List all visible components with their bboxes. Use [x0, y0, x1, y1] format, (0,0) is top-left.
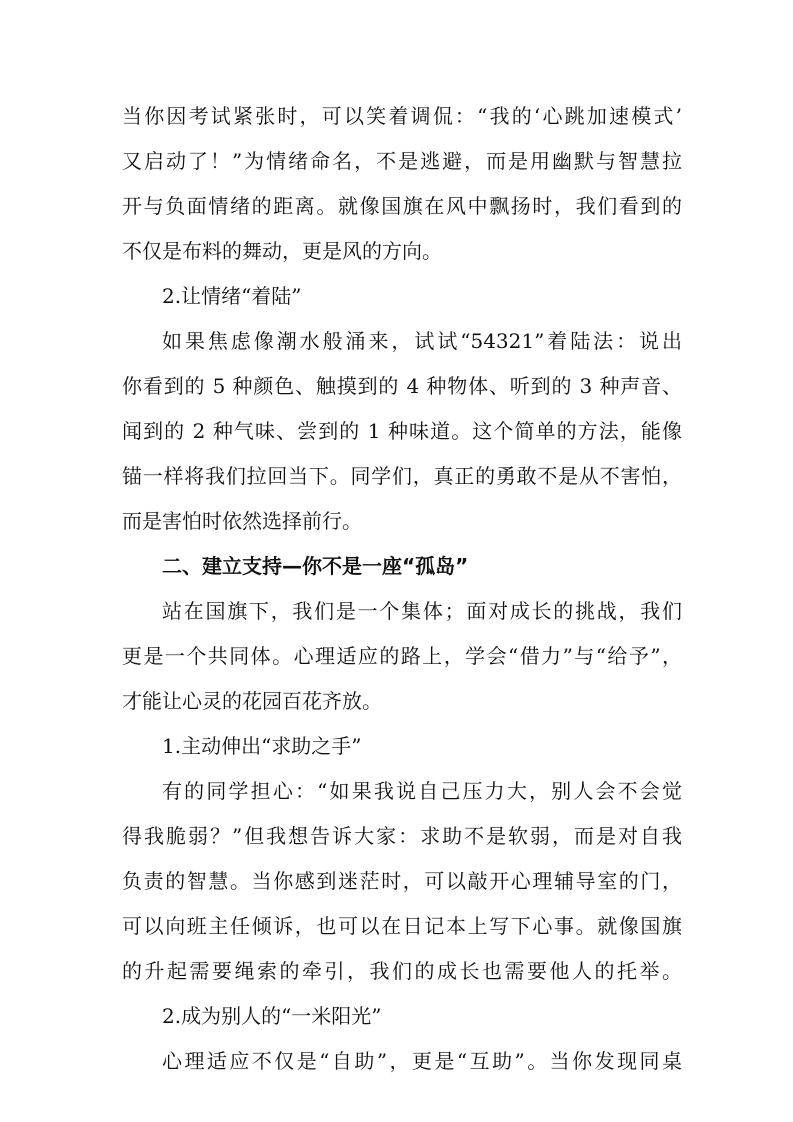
paragraph-line: 才能让心灵的花园百花齐放。	[122, 689, 382, 713]
paragraph-line: 闻到的 2 种气味、尝到的 1 种味道。这个简单的方法，能像	[122, 419, 682, 443]
paragraph-line: 如果焦虑像潮水般涌来，试试“54321”着陆法：说出	[162, 329, 682, 353]
paragraph-line: 又启动了！”为情绪命名，不是逃避，而是用幽默与智慧拉	[122, 149, 682, 173]
paragraph-line: 可以向班主任倾诉，也可以在日记本上写下心事。就像国旗	[122, 914, 682, 938]
paragraph-line: 的升起需要绳索的牵引，我们的成长也需要他人的托举。	[122, 959, 682, 983]
subheading: 2.让情绪“着陆”	[162, 284, 302, 308]
paragraph-line: 锚一样将我们拉回当下。同学们，真正的勇敢不是从不害怕，	[122, 464, 682, 488]
paragraph-line: 心理适应不仅是“自助”，更是“互助”。当你发现同桌	[162, 1049, 682, 1073]
paragraph-line: 得我脆弱？”但我想告诉大家：求助不是软弱，而是对自我	[122, 824, 682, 848]
paragraph-line: 有的同学担心：“如果我说自己压力大，别人会不会觉	[162, 779, 682, 803]
section-heading: 二、建立支持—你不是一座“孤岛”	[162, 554, 469, 578]
paragraph-line: 当你因考试紧张时，可以笑着调侃：“我的‘心跳加速模式’	[122, 104, 682, 128]
paragraph-line: 负责的智慧。当你感到迷茫时，可以敲开心理辅导室的门，	[122, 869, 682, 893]
subheading: 2.成为别人的“一米阳光”	[162, 1004, 382, 1028]
paragraph-line: 你看到的 5 种颜色、触摸到的 4 种物体、听到的 3 种声音、	[122, 374, 682, 398]
paragraph-line: 站在国旗下，我们是一个集体；面对成长的挑战，我们	[162, 599, 682, 623]
paragraph-line: 不仅是布料的舞动，更是风的方向。	[122, 239, 442, 263]
paragraph-line: 开与负面情绪的距离。就像国旗在风中飘扬时，我们看到的	[122, 194, 682, 218]
paragraph-line: 更是一个共同体。心理适应的路上，学会“借力”与“给予”，	[122, 644, 682, 668]
paragraph-line: 而是害怕时依然选择前行。	[122, 509, 362, 533]
subheading: 1.主动伸出“求助之手”	[162, 734, 362, 758]
